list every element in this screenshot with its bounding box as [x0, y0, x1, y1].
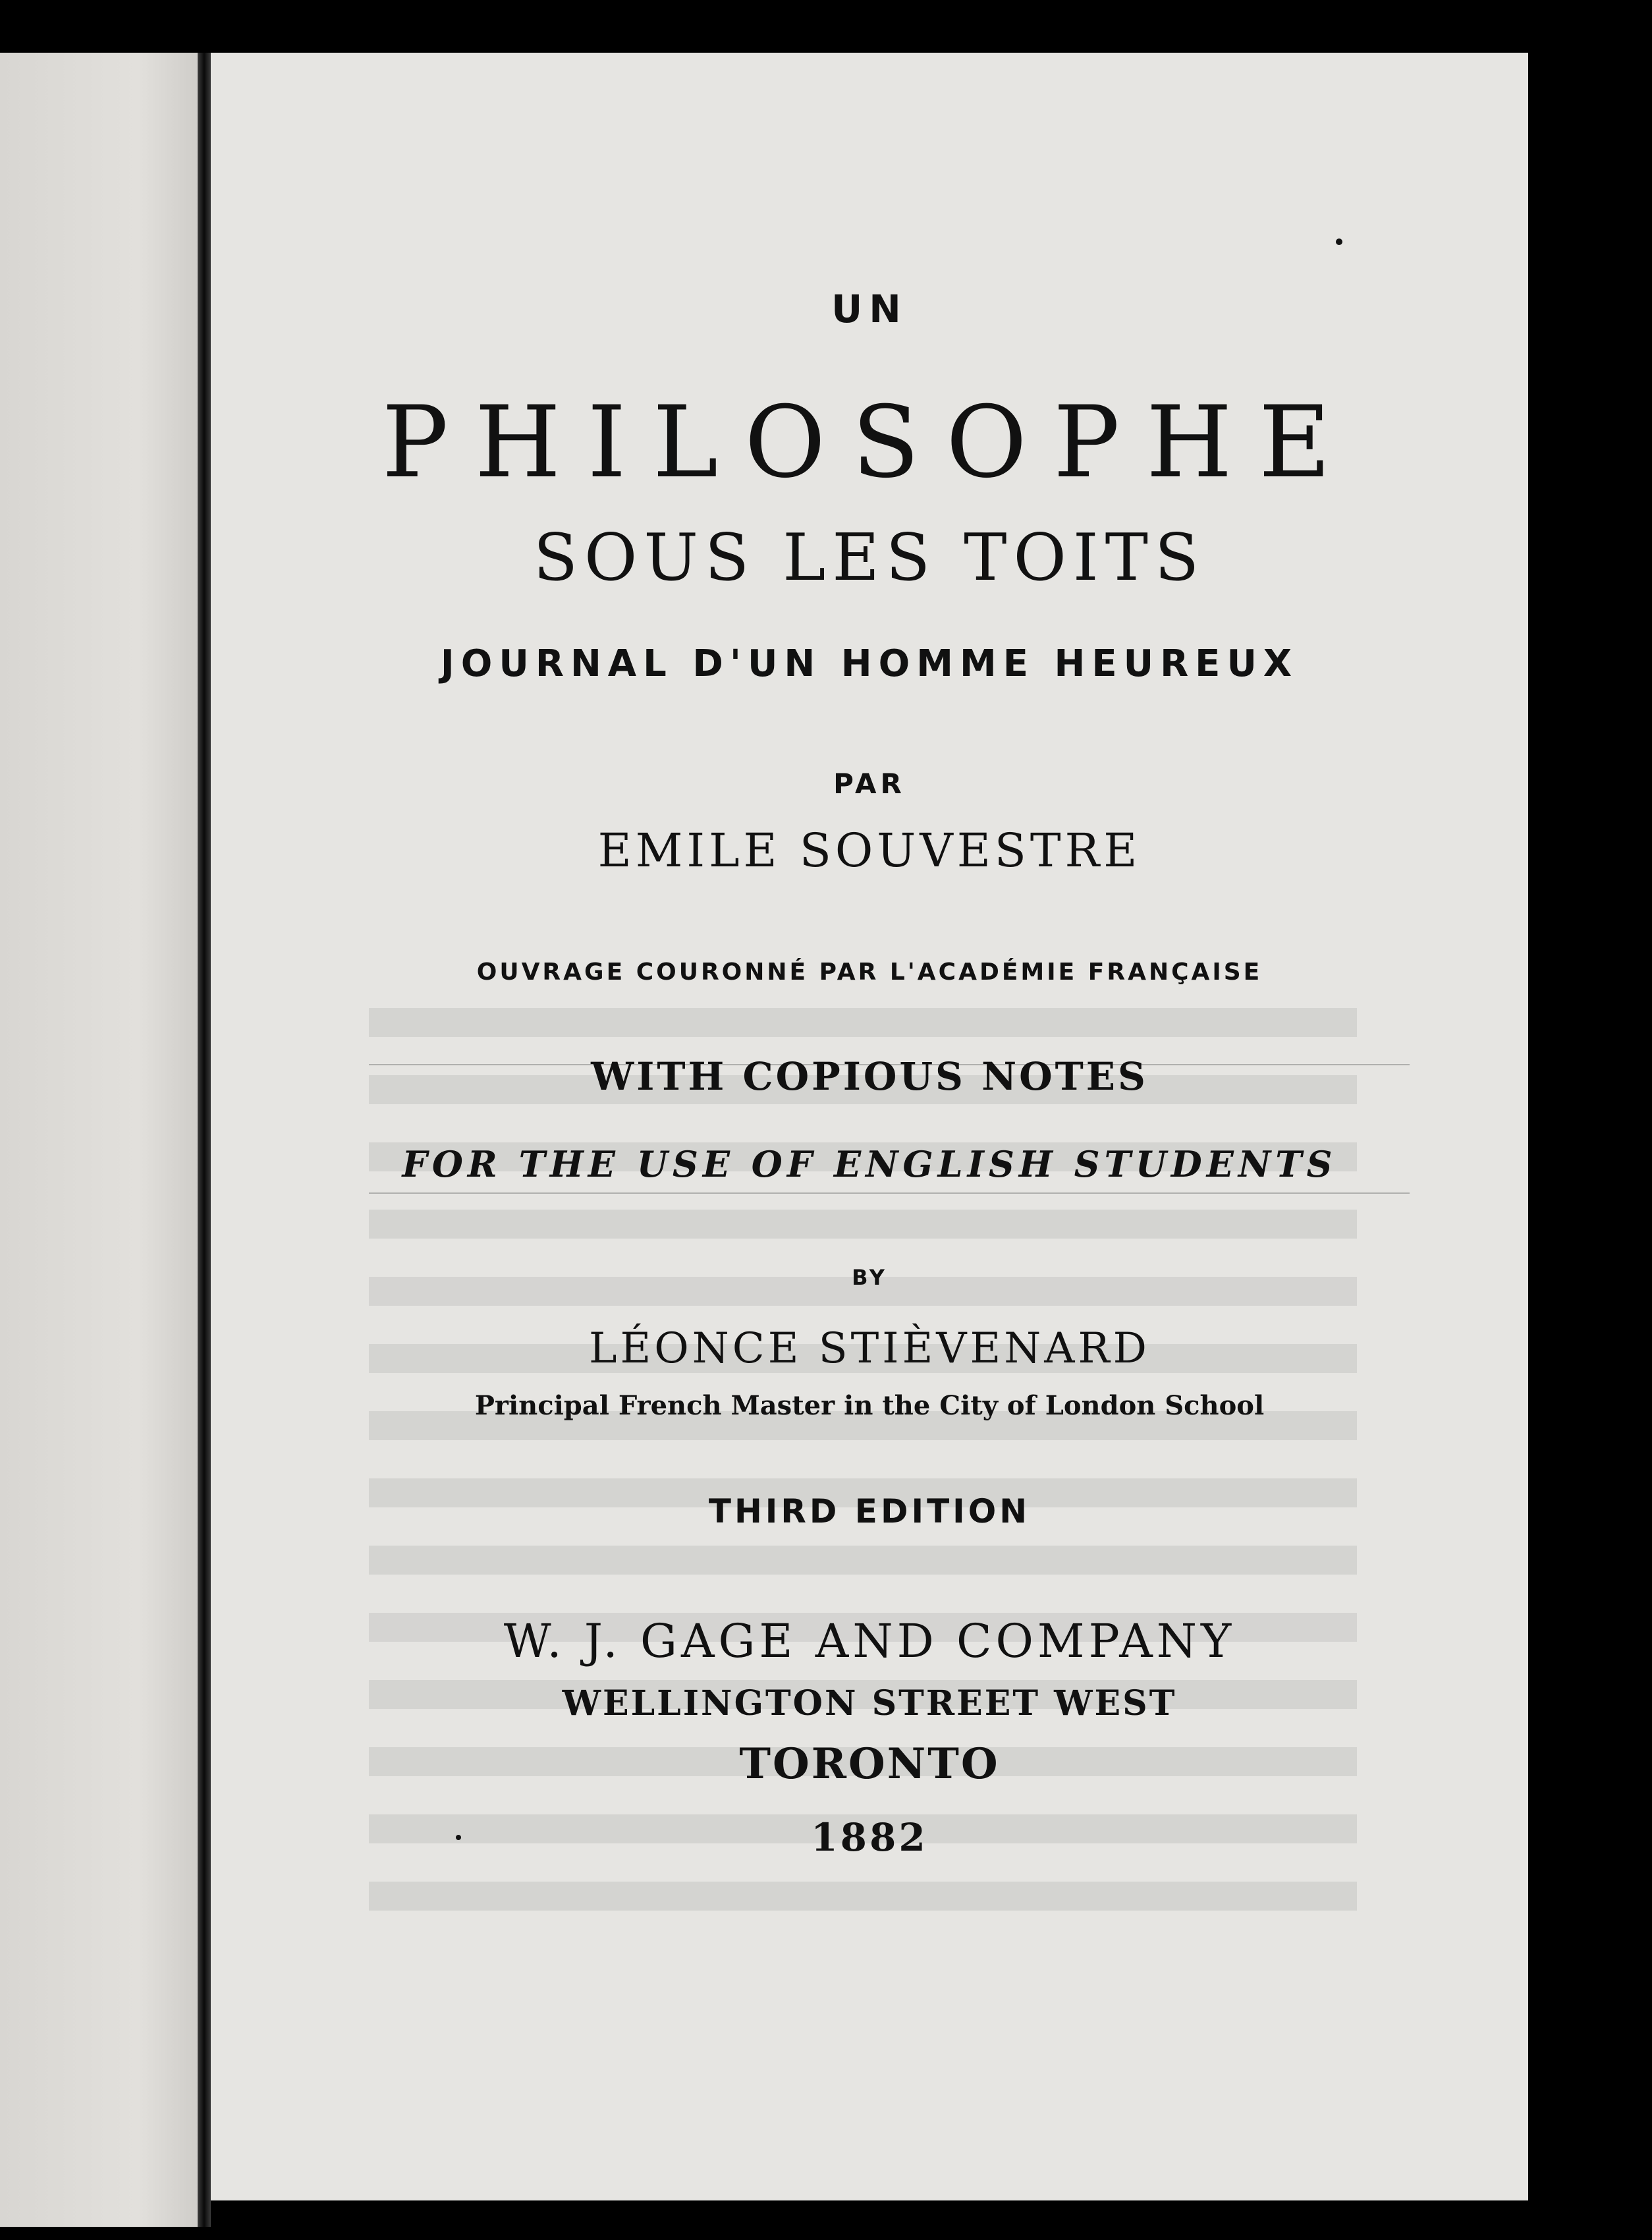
by-label: BY	[852, 1265, 887, 1290]
notes-line-1: WITH COPIOUS NOTES	[591, 1054, 1148, 1099]
publisher-name: W. J. GAGE AND COMPANY	[503, 1614, 1236, 1668]
title-line-sous-les-toits: SOUS LES TOITS	[533, 520, 1206, 596]
publisher-street: WELLINGTON STREET WEST	[562, 1683, 1177, 1723]
title-line-un: UN	[831, 287, 908, 331]
show-through-rule	[369, 1192, 1410, 1194]
book-gutter	[198, 53, 211, 2227]
notes-line-2: FOR THE USE OF ENGLISH STUDENTS	[402, 1143, 1337, 1185]
left-page-edge	[0, 53, 198, 2227]
title-line-philosophe: PHILOSOPHE	[381, 385, 1358, 500]
editor-name: LÉONCE STIÈVENARD	[589, 1324, 1150, 1373]
subtitle: JOURNAL D'UN HOMME HEUREUX	[440, 642, 1299, 685]
publication-year: 1882	[811, 1815, 928, 1860]
scan-border	[1528, 53, 1652, 2240]
ink-speck	[1336, 238, 1342, 245]
editor-position: Principal French Master in the City of London School	[474, 1390, 1265, 1421]
author-name: EMILE SOUVESTRE	[597, 824, 1142, 878]
par-label: PAR	[833, 768, 906, 800]
publisher-city: TORONTO	[739, 1739, 1000, 1789]
award-line: OUVRAGE COURONNÉ PAR L'ACADÉMIE FRANÇAISE	[476, 959, 1263, 986]
edition-line: THIRD EDITION	[708, 1492, 1031, 1530]
